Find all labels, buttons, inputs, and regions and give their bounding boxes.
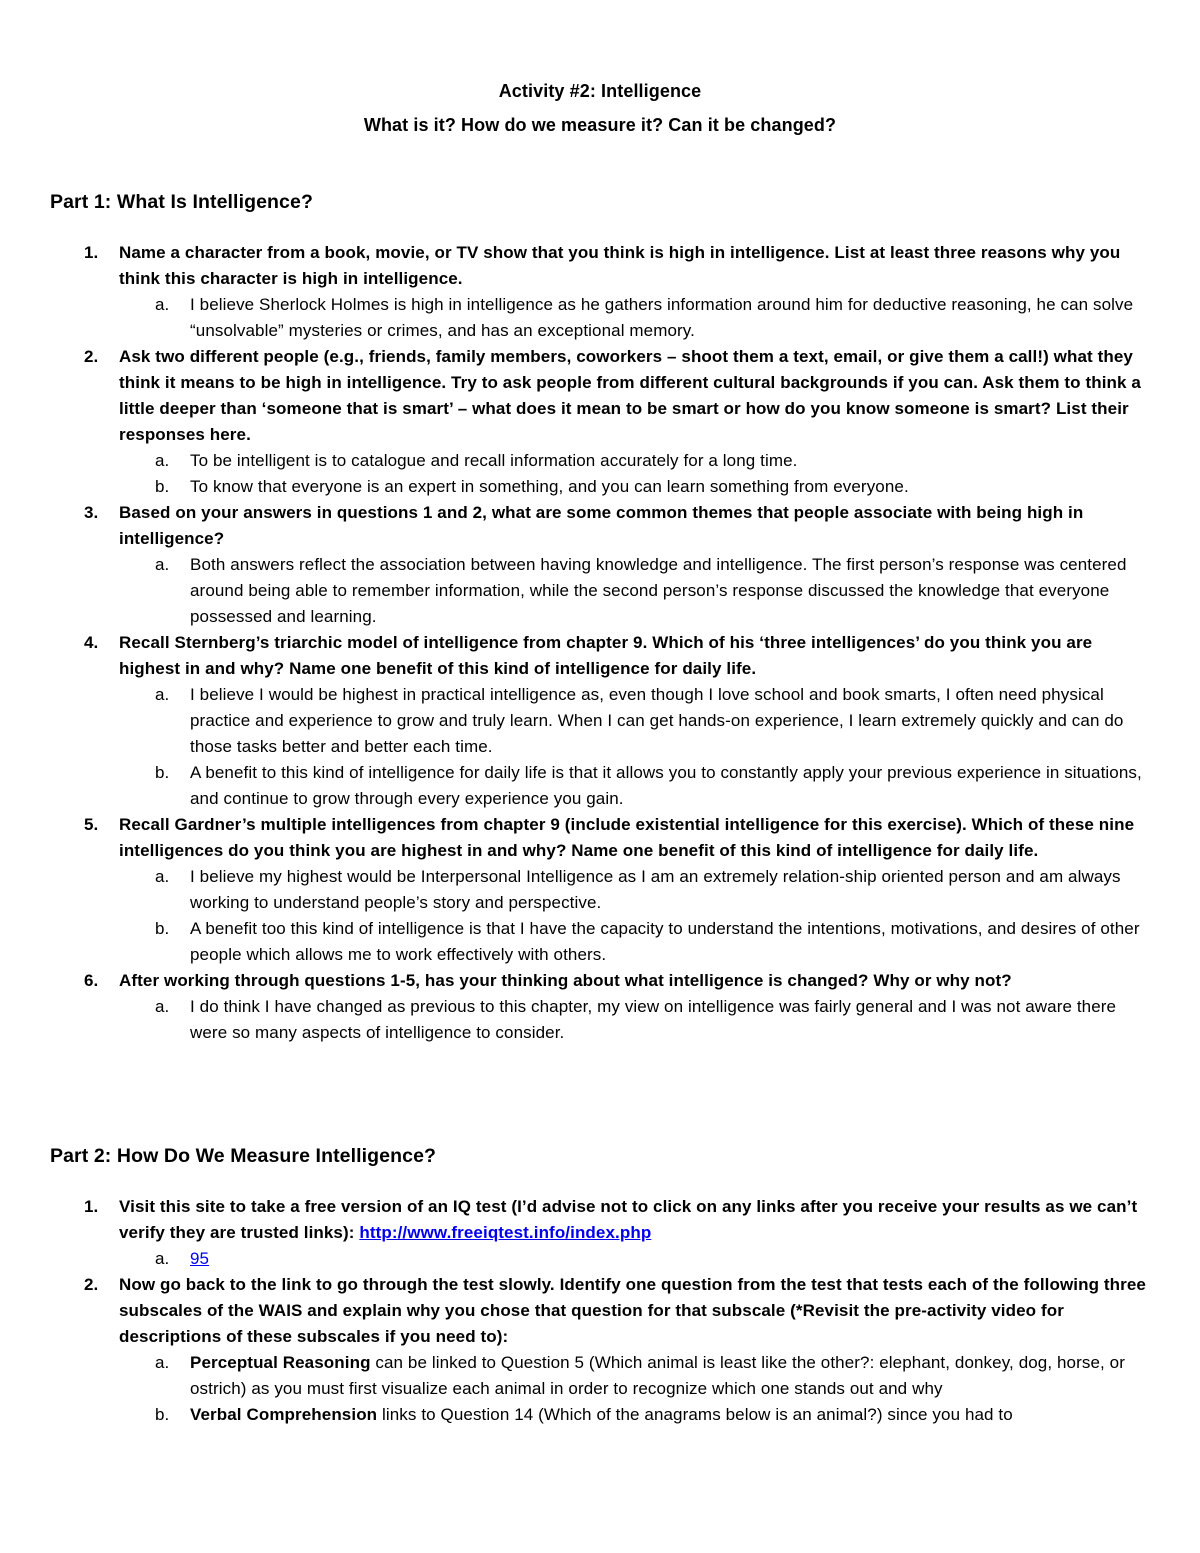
- answer-letter: b.: [155, 1405, 170, 1424]
- answer-list: [119, 552, 1150, 630]
- question-item: [50, 812, 1150, 968]
- answer-item: [119, 682, 1150, 760]
- answer-list: [119, 994, 1150, 1046]
- question-text: Name a character from a book, movie, or TV show that you think is high in intelligence. List at least three reasons why you think this character is high in intelligence.: [119, 243, 1121, 288]
- answer-item: [119, 292, 1150, 344]
- answer-letter: a.: [155, 555, 170, 574]
- answer-item: [119, 864, 1150, 916]
- question-text-body: Visit this site to take a free version of an IQ test (I’d advise not to click on any links after you receive your results as we can’t verify they are trusted links):: [119, 1197, 1138, 1242]
- answer-item: [119, 1402, 1150, 1428]
- answer-item: [119, 474, 1150, 500]
- answer-letter: a.: [155, 997, 170, 1016]
- question-text: Recall Sternberg’s triarchic model of intelligence from chapter 9. Which of his ‘three intelligences’ do you think you are highest in and why? Name one benefit of this kind of intelligence for daily life.: [119, 633, 1093, 678]
- answer-text: can be linked to Question 5 (Which animal is least like the other?: elephant, donkey, dog, horse, or ostrich) as you must first visualize each animal in order to recognize which one stands out and why: [190, 1353, 1125, 1398]
- question-number: 3.: [84, 503, 99, 522]
- answer-text: I believe Sherlock Holmes is high in intelligence as he gathers information around him for deductive reasoning, he can solve “unsolvable” mysteries or crimes, and has an exceptional memory.: [190, 295, 1134, 340]
- answer-item: [119, 1350, 1150, 1402]
- question-number: 4.: [84, 633, 99, 652]
- question-item: [50, 968, 1150, 1046]
- answer-text: links to Question 14 (Which of the anagrams below is an animal?) since you had to: [377, 1405, 1013, 1424]
- iq-test-link[interactable]: http://www.freeiqtest.info/index.php: [359, 1223, 652, 1242]
- question-item: [50, 500, 1150, 630]
- question-item: [50, 1194, 1150, 1272]
- question-number: 1.: [84, 243, 99, 262]
- answer-list: [119, 682, 1150, 812]
- subscale-term: Verbal Comprehension: [190, 1405, 378, 1424]
- answer-list: [119, 448, 1150, 500]
- question-text: Based on your answers in questions 1 and 2, what are some common themes that people associate with being high in intelligence?: [119, 503, 1084, 548]
- question-text: After working through questions 1-5, has your thinking about what intelligence is changed? Why or why not?: [119, 971, 1012, 990]
- question-text: Recall Gardner’s multiple intelligences from chapter 9 (include existential intelligence for this exercise). Which of these nine intelligences do you think you are highest in and why? Name one benefit of this kind of intelligence for daily life.: [119, 815, 1135, 860]
- answer-text: To know that everyone is an expert in something, and you can learn something from everyone.: [190, 477, 909, 496]
- document-subtitle: What is it? How do we measure it? Can it be changed?: [363, 115, 837, 135]
- answer-list: [119, 864, 1150, 968]
- answer-item: [119, 552, 1150, 630]
- question-number: 1.: [84, 1197, 99, 1216]
- question-item: [50, 630, 1150, 812]
- subscale-term: Perceptual Reasoning: [190, 1353, 371, 1372]
- question-number: 2.: [84, 1275, 99, 1294]
- answer-text: I do think I have changed as previous to this chapter, my view on intelligence was fairly general and I was not aware there were so many aspects of intelligence to consider.: [190, 997, 1117, 1042]
- answer-item: [119, 994, 1150, 1046]
- answer-text: To be intelligent is to catalogue and recall information accurately for a long time.: [190, 451, 798, 470]
- answer-text: A benefit to this kind of intelligence for daily life is that it allows you to constantly apply your previous experience in situations, and continue to grow through every experience you gain.: [190, 763, 1142, 808]
- question-text: Now go back to the link to go through the test slowly. Identify one question from the test that tests each of the following three subscales of the WAIS and explain why you chose that question for that subscale (*Revisit the pre-activity video for descriptions of these subscales if you need to):: [119, 1275, 1146, 1346]
- question-number: 5.: [84, 815, 99, 834]
- answer-text: Both answers reflect the association between having knowledge and intelligence. The first person’s response was centered around being able to remember information, while the second person’s response discussed the knowledge that everyone possessed and learning.: [190, 555, 1127, 626]
- answer-item: [119, 448, 1150, 474]
- answer-letter: b.: [155, 477, 170, 496]
- answer-letter: a.: [155, 1353, 170, 1372]
- question-text: [119, 1194, 1150, 1246]
- answer-letter: a.: [155, 867, 170, 886]
- document-title: Activity #2: Intelligence: [498, 81, 702, 101]
- answer-list: [119, 1350, 1150, 1428]
- answer-text: A benefit too this kind of intelligence is that I have the capacity to understand the intentions, motivations, and desires of other people which allows me to work effectively with others.: [190, 919, 1140, 964]
- part1-heading: Part 1: What Is Intelligence?: [50, 191, 313, 213]
- answer-list: [119, 292, 1150, 344]
- answer-letter: b.: [155, 919, 170, 938]
- question-number: 6.: [84, 971, 99, 990]
- part2-question-list: [50, 1194, 1150, 1428]
- answer-item: [119, 1246, 1150, 1272]
- part2-heading: Part 2: How Do We Measure Intelligence?: [50, 1145, 437, 1167]
- answer-item: [119, 916, 1150, 968]
- answer-text: I believe my highest would be Interpersonal Intelligence as I am an extremely relation-ship oriented person and am always working to understand people’s story and perspective.: [190, 867, 1121, 912]
- question-item: [50, 344, 1150, 500]
- answer-item: [119, 760, 1150, 812]
- answer-letter: a.: [155, 685, 170, 704]
- answer-letter: a.: [155, 451, 170, 470]
- iq-score-link[interactable]: 95: [190, 1249, 210, 1268]
- question-item: [50, 1272, 1150, 1428]
- answer-text: I believe I would be highest in practical intelligence as, even though I love school and book smarts, I often need physical practice and experience to grow and truly learn. When I can get hands-on experience, I learn extremely quickly and can do those tasks better and better each time.: [190, 685, 1124, 756]
- answer-list: [119, 1246, 1150, 1272]
- question-text: Ask two different people (e.g., friends, family members, coworkers – shoot them a text, email, or give them a call!) what they think it means to be high in intelligence. Try to ask people from different cultural backgrounds if you can. Ask them to think a little deeper than ‘someone that is smart’ – what does it mean to be smart or how do you know someone is smart? List their responses here.: [119, 347, 1141, 444]
- answer-letter: a.: [155, 295, 170, 314]
- title-block: [50, 74, 1150, 142]
- question-number: 2.: [84, 347, 99, 366]
- answer-letter: b.: [155, 763, 170, 782]
- question-item: [50, 240, 1150, 344]
- part1-question-list: [50, 240, 1150, 1046]
- answer-letter: a.: [155, 1249, 170, 1268]
